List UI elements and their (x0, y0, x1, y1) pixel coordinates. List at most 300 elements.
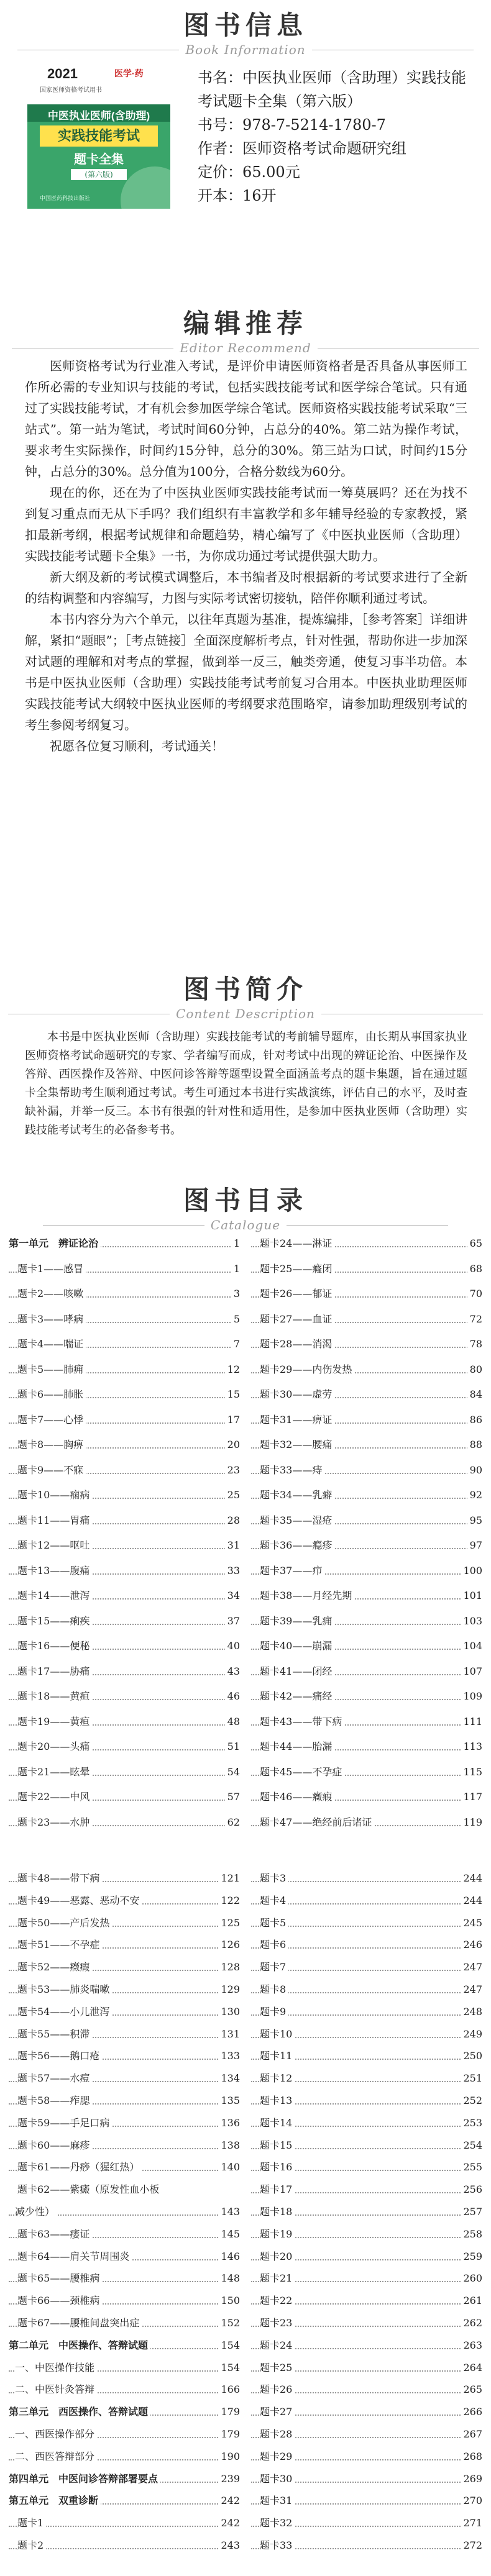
toc-entry (251, 2359, 482, 2376)
toc-entry (9, 2026, 240, 2042)
toc-page-number: 145 (218, 2226, 240, 2242)
toc-entry-label: 题卡13——腹痛 (17, 1562, 92, 1579)
toc-entry-label: 题卡32 (260, 2515, 295, 2531)
toc-page-number: 242 (218, 2515, 240, 2531)
toc-entry (251, 1981, 482, 1998)
toc-page-number: 117 (461, 1788, 482, 1805)
toc-page-number: 90 (467, 1462, 482, 1478)
toc-page-number: 268 (461, 2448, 482, 2465)
toc-page-number: 95 (467, 1512, 482, 1529)
toc-entry-label: 题卡51——不孕症 (17, 1936, 102, 1953)
toc-entry-label: 二、西医答辩部分 (15, 2448, 97, 2465)
toc-entry-label: 题卡48——带下病 (17, 1870, 102, 1886)
toc-page-number: 261 (461, 2292, 482, 2309)
intro-section-header (0, 969, 491, 1021)
toc-page-number: 70 (467, 1285, 482, 1302)
toc-entry (251, 1587, 482, 1604)
toc-page-number: 255 (461, 2159, 482, 2175)
toc-entry-label: 题卡6——肺胀 (17, 1386, 86, 1403)
intro-title: 图书简介 (183, 974, 308, 1004)
info-section-header (0, 5, 491, 57)
toc-entry-label: 题卡10——痫病 (17, 1486, 92, 1503)
toc-entry (9, 1462, 240, 1478)
toc-entry-label: 题卡33——痔 (260, 1462, 324, 1478)
toc-page-number: 143 (218, 2203, 240, 2220)
toc-page-number: 31 (225, 1537, 240, 1554)
toc-page-number: 126 (218, 1936, 240, 1953)
toc-entry-label: 题卡23 (260, 2314, 295, 2331)
toc-page-number: 20 (225, 1436, 240, 1453)
toc-entry (9, 1587, 240, 1604)
toc-page-number: 258 (461, 2226, 482, 2242)
toc-page-number: 260 (461, 2270, 482, 2287)
toc-entry (9, 2403, 240, 2420)
toc-page-number: 122 (218, 1892, 240, 1909)
toc-entry-label: 第二单元 中医操作、答辩试题 (9, 2337, 150, 2354)
toc-entry (251, 2137, 482, 2154)
toc-entry (9, 1386, 240, 1403)
toc-entry-label: 题卡15——痢疾 (17, 1613, 92, 1629)
toc-page-number: 103 (461, 1613, 482, 1629)
toc-entry-label: 题卡19 (260, 2226, 295, 2242)
toc-entry-label: 题卡38——月经先期 (260, 1587, 354, 1604)
toc-page-number: 101 (461, 1587, 482, 1604)
toc-page-number: 262 (461, 2314, 482, 2331)
toc-entry (9, 2292, 240, 2309)
toc-page-number: 92 (467, 1486, 482, 1503)
toc-entry (9, 1285, 240, 1302)
toc-entry (251, 2337, 482, 2354)
toc-page-number: 134 (218, 2070, 240, 2087)
toc-entry-label: 题卡42——痛经 (260, 1688, 334, 1704)
toc-entry-label: 第一单元 辨证论治 (9, 1235, 101, 1252)
toc-entry (9, 2470, 240, 2487)
toc-entry (251, 2226, 482, 2242)
toc-entry-label: 题卡45——不孕症 (260, 1764, 344, 1780)
toc-page-number: 48 (225, 1713, 240, 1730)
toc-page-number: 78 (467, 1336, 482, 1352)
toc-entry (9, 1486, 240, 1503)
toc-page-number: 62 (225, 1814, 240, 1831)
toc-page-number: 109 (461, 1688, 482, 1704)
toc-entry (251, 2314, 482, 2331)
toc-page-number: 249 (461, 2026, 482, 2042)
toc-entry (9, 2181, 240, 2198)
toc-page-number: 264 (461, 2359, 482, 2376)
toc-entry (251, 1814, 482, 1831)
toc-entry-label: 题卡21 (260, 2270, 295, 2287)
toc-entry-label: 题卡8 (260, 1981, 288, 1998)
toc-entry-label: 题卡2 (17, 2537, 46, 2554)
toc-page-number: 247 (461, 1981, 482, 1998)
toc-page-number: 259 (461, 2248, 482, 2265)
toc-page-number: 272 (461, 2537, 482, 2554)
toc-page-number: 140 (218, 2159, 240, 2175)
toc-entry-label: 题卡64——肩关节周围炎 (17, 2248, 132, 2265)
toc-entry-label: 题卡22——中风 (17, 1788, 92, 1805)
catalog-section-header (0, 1180, 491, 1232)
toc-entry-label: 题卡44——胎漏 (260, 1738, 334, 1755)
toc-page-number: 1 (231, 1260, 240, 1277)
toc-entry (251, 2448, 482, 2465)
book-title: 书名：中医执业医师（含助理）实践技能考试题卡全集（第六版） (198, 69, 466, 110)
toc-entry (9, 1936, 240, 1953)
toc-entry-label: 题卡39——乳痈 (260, 1613, 334, 1629)
toc-entry-label: 题卡13 (260, 2092, 295, 2109)
toc-entry-label: 题卡37——疖 (260, 1562, 324, 1579)
recommend-subtitle: Editor Recommend (173, 340, 317, 355)
toc-entry-label: 题卡50——产后发热 (17, 1914, 112, 1931)
toc-entry-label: 题卡5 (260, 1914, 288, 1931)
toc-entry-label: 题卡14 (260, 2114, 295, 2131)
toc-entry (251, 1486, 482, 1503)
toc-page-number: 239 (218, 2470, 240, 2487)
toc-page-number: 244 (461, 1870, 482, 1886)
toc-page-number: 256 (461, 2181, 482, 2198)
toc-entry (9, 2448, 240, 2465)
toc-entry (251, 2092, 482, 2109)
toc-entry (9, 1870, 240, 1886)
toc-entry-label: 题卡15 (260, 2137, 295, 2154)
toc-entry-label: 题卡57——水痘 (17, 2070, 92, 2087)
toc-entry (251, 2492, 482, 2509)
cover-title-line1: 中医执业医师(含助理) (47, 110, 150, 122)
toc-entry (251, 2047, 482, 2064)
toc-entry (251, 1386, 482, 1403)
toc-entry (251, 1788, 482, 1805)
toc-entry (9, 2248, 240, 2265)
toc-entry (9, 2226, 240, 2242)
toc-page-number: 148 (218, 2270, 240, 2287)
toc-entry-label: 题卡2——咳嗽 (17, 1285, 86, 1302)
toc-entry-label: 题卡1 (17, 2515, 46, 2531)
toc-page-number: 135 (218, 2092, 240, 2109)
toc-page-number: 1 (231, 1235, 240, 1252)
toc-entry (9, 2270, 240, 2287)
book-cover-image (27, 61, 170, 209)
toc-entry (251, 1688, 482, 1704)
toc-page-number: 244 (461, 1892, 482, 1909)
toc-page-number: 257 (461, 2203, 482, 2220)
toc-entry (9, 2047, 240, 2064)
toc-page-number: 243 (218, 2537, 240, 2554)
toc-entry (251, 2470, 482, 2487)
toc-entry-label: 题卡28——消渴 (260, 1336, 334, 1352)
toc-entry (9, 2314, 240, 2331)
toc-page-number: 5 (231, 1311, 240, 1327)
toc-page-number: 17 (225, 1411, 240, 1428)
toc-entry-label: 题卡52——癥瘕 (17, 1959, 92, 1975)
toc-page-number: 253 (461, 2114, 482, 2131)
toc-entry-label: 题卡19——黄疸 (17, 1713, 92, 1730)
cover-decoration (121, 166, 170, 209)
toc-entry-label: 一、中医操作技能 (15, 2359, 97, 2376)
toc-entry-label: 题卡55——积滞 (17, 2026, 92, 2042)
toc-entry (9, 1663, 240, 1680)
toc-page-number: 133 (218, 2047, 240, 2064)
toc-entry-label: 题卡46——癥瘕 (260, 1788, 334, 1805)
toc-page-number: 267 (461, 2426, 482, 2442)
toc-entry-label: 题卡9 (260, 2003, 288, 2020)
toc-page-number: 251 (461, 2070, 482, 2087)
recommend-section-header (0, 303, 491, 355)
toc-page-number: 138 (218, 2137, 240, 2154)
toc-entry-label: 减少性） (15, 2203, 57, 2220)
toc-entry (251, 2070, 482, 2087)
toc-page-number: 12 (225, 1361, 240, 1378)
toc-entry-label: 题卡3——哮病 (17, 1311, 86, 1327)
toc-entry (251, 2181, 482, 2198)
toc-page-number: 130 (218, 2003, 240, 2020)
book-author: 作者：医师资格考试命题研究组 (198, 140, 406, 157)
toc-page-number: 154 (218, 2359, 240, 2376)
toc-entry-label: 题卡28 (260, 2426, 295, 2442)
toc-entry-label: 题卡31 (260, 2492, 295, 2509)
toc-entry-label: 题卡40——崩漏 (260, 1637, 334, 1654)
toc-entry (9, 2337, 240, 2354)
toc-entry-label: 题卡16 (260, 2159, 295, 2175)
toc-entry (251, 2026, 482, 2042)
toc-entry (9, 1713, 240, 1730)
toc-entry (251, 2426, 482, 2442)
toc-entry (9, 2492, 240, 2509)
toc-entry (251, 1260, 482, 1277)
toc-entry-label: 题卡27——血证 (260, 1311, 334, 1327)
toc-page-number: 72 (467, 1311, 482, 1327)
toc-entry (9, 2114, 240, 2131)
toc-entry-label: 题卡12——呕吐 (17, 1537, 92, 1554)
toc-entry-label: 题卡29——内伤发热 (260, 1361, 354, 1378)
toc-page-number: 84 (467, 1386, 482, 1403)
toc-page-number: 37 (225, 1613, 240, 1629)
toc-page-number: 125 (218, 1914, 240, 1931)
toc-entry-label: 第三单元 西医操作、答辩试题 (9, 2403, 150, 2420)
toc-entry-label: 题卡25——癃闭 (260, 1260, 334, 1277)
toc-entry (251, 2159, 482, 2175)
toc-entry (251, 1411, 482, 1428)
toc-page-number: 179 (218, 2403, 240, 2420)
recommend-paragraph: 本书内容分为六个单元，以往年真题为基准，提炼编排，［参考答案］详细讲解，紧扣“题眼”；［考点链接］全面深度解析考点，针对性强，帮助你进一步加深对试题的理解和对考点的掌握，做到举一反三，触类旁通，使复习事半功倍。本书是中医执业医师（含助理）实践技能考试考前复习合用本。中医执业助理医师实践技能考试大纲较中医执业医师的考纲要求范围略窄，请参加助理级别考试的考生参阅考纲复习。 (25, 612, 467, 732)
toc-entry-label: 题卡23——水肿 (17, 1814, 92, 1831)
recommend-title: 编辑推荐 (183, 308, 308, 339)
toc-entry (251, 1713, 482, 1730)
toc-entry (9, 2137, 240, 2154)
toc-entry-label: 题卡6 (260, 1936, 288, 1953)
toc-page-number: 128 (218, 1959, 240, 1975)
toc-page-number: 250 (461, 2047, 482, 2064)
toc-entry (251, 1959, 482, 1975)
toc-page-number: 246 (461, 1936, 482, 1953)
toc-entry-label: 题卡5——肺痈 (17, 1361, 86, 1378)
recommend-paragraph: 现在的你，还在为了中医执业医师实践技能考试而一筹莫展吗？还在为找不到复习重点而无从下手吗？我们组织有丰富教学和多年辅导经验的专家教授，紧扣最新考纲，根据考试规律和命题趋势，精心编写了《中医执业医师（含助理）实践技能考试题卡全集》一书，为你成功通过考试提供强大助力。 (25, 485, 467, 563)
toc-page-number: 248 (461, 2003, 482, 2020)
toc-entry-label: 第四单元 中医问诊答辩部署要点 (9, 2470, 160, 2487)
toc-entry-label: 题卡30——虚劳 (260, 1386, 334, 1403)
toc-page-number: 33 (225, 1562, 240, 1579)
toc-entry (9, 1436, 240, 1453)
toc-entry (9, 1914, 240, 1931)
toc-entry-label: 题卡21——眩晕 (17, 1764, 92, 1780)
toc-page-number: 271 (461, 2515, 482, 2531)
toc-entry-label: 题卡67——腰椎间盘突出症 (17, 2314, 142, 2331)
toc-page-number: 269 (461, 2470, 482, 2487)
toc-entry (251, 2203, 482, 2220)
catalog-title: 图书目录 (183, 1185, 308, 1216)
toc-page-number: 131 (218, 2026, 240, 2042)
toc-entry-label: 题卡17 (260, 2181, 295, 2198)
toc-page-number: 247 (461, 1959, 482, 1975)
toc-entry (251, 1613, 482, 1629)
recommend-text (25, 355, 467, 757)
toc-entry-label: 题卡61——丹痧（猩红热） (17, 2159, 142, 2175)
info-title: 图书信息 (183, 10, 308, 40)
toc-entry (251, 2248, 482, 2265)
toc-page-number: 54 (225, 1764, 240, 1780)
toc-page-number: 51 (225, 1738, 240, 1755)
toc-page-number: 23 (225, 1462, 240, 1478)
toc-entry (251, 1512, 482, 1529)
toc-entry (251, 2381, 482, 2398)
toc-page-number: 15 (225, 1386, 240, 1403)
toc-entry (9, 2359, 240, 2376)
toc-entry (9, 1892, 240, 1909)
toc-entry (251, 1914, 482, 1931)
toc-entry (9, 2003, 240, 2020)
toc-entry-label: 题卡58——痄腮 (17, 2092, 92, 2109)
toc-entry-label: 题卡26 (260, 2381, 295, 2398)
toc-entry (251, 2403, 482, 2420)
toc-entry-label: 题卡33 (260, 2537, 295, 2554)
toc-entry-label: 题卡49——恶露、恶动不安 (17, 1892, 142, 1909)
toc-entry-label: 一、西医操作部分 (15, 2426, 97, 2442)
toc-page-number: 263 (461, 2337, 482, 2354)
toc-entry (9, 2537, 240, 2554)
toc-entry-label: 二、中医针灸答辩 (15, 2381, 97, 2398)
book-info (198, 66, 471, 207)
toc-page-number: 179 (218, 2426, 240, 2442)
toc-page-number: 46 (225, 1688, 240, 1704)
toc-entry-label: 题卡10 (260, 2026, 295, 2042)
recommend-paragraph: 新大纲及新的考试模式调整后，本书编者及时根据新的考试要求进行了全新的结构调整和内容编写，力图与实际考试密切接轨，陪伴你顺利通过考试。 (25, 570, 467, 606)
toc-entry-label: 题卡41——闭经 (260, 1663, 334, 1680)
toc-entry-label: 题卡26——郁证 (260, 1285, 334, 1302)
toc-entry-label: 题卡9——不寐 (17, 1462, 86, 1478)
cover-series: 国家医师资格考试用书 (40, 87, 102, 94)
toc-entry (251, 1637, 482, 1654)
toc-entry (9, 1361, 240, 1378)
toc-page-number: 245 (461, 1914, 482, 1931)
toc-page-number: 166 (218, 2381, 240, 2398)
toc-page-number: 121 (218, 1870, 240, 1886)
toc-entry-label: 题卡17——胁痛 (17, 1663, 92, 1680)
toc-page-number: 80 (467, 1361, 482, 1378)
toc-page-number: 34 (225, 1587, 240, 1604)
toc-entry (9, 1311, 240, 1327)
toc-page-number: 266 (461, 2403, 482, 2420)
toc-entry (9, 2203, 240, 2220)
toc-entry-label: 题卡63——痿证 (17, 2226, 92, 2242)
toc-entry (251, 1562, 482, 1579)
toc-entry-label: 题卡12 (260, 2070, 295, 2087)
toc-page-number: 97 (467, 1537, 482, 1554)
toc-entry-label: 题卡16——便秘 (17, 1637, 92, 1654)
toc-page-number: 43 (225, 1663, 240, 1680)
toc-page-number: 40 (225, 1637, 240, 1654)
toc-entry-label: 题卡25 (260, 2359, 295, 2376)
toc-entry (9, 1562, 240, 1579)
toc-entry (9, 1764, 240, 1780)
toc-entry-label: 题卡11——胃痛 (17, 1512, 92, 1529)
toc-entry-label: 题卡20——头痛 (17, 1738, 92, 1755)
toc-page-number: 107 (461, 1663, 482, 1680)
toc-entry (251, 1361, 482, 1378)
toc-entry (251, 1436, 482, 1453)
toc-page-number: 68 (467, 1260, 482, 1277)
toc-entry (9, 2426, 240, 2442)
toc-entry-label: 题卡3 (260, 1870, 288, 1886)
toc-page-number: 28 (225, 1512, 240, 1529)
recommend-paragraph: 祝愿各位复习顺利，考试通关！ (50, 739, 224, 753)
intro-text: 本书是中医执业医师（含助理）实践技能考试的考前辅导题库，由长期从事国家执业医师资格考试命题研究的专家、学者编写而成，针对考试中出现的辨证论治、中医操作及答辩、西医操作及答辩、中医问诊答辩等题型设置全面涵盖考点的题卡集题，旨在通过题卡全集帮助考生顺利通过考试。考生可通过本书进行实战演练，评估自己的水平，及时查缺补漏，并举一反三。本书有很强的针对性和适用性，是参加中医执业医师（含助理）实践技能考试考生的必备参考书。 (25, 1031, 467, 1137)
toc-page-number: 252 (461, 2092, 482, 2109)
toc-entry-label: 题卡1——感冒 (17, 1260, 86, 1277)
toc-page-number: 119 (461, 1814, 482, 1831)
toc-entry-label: 题卡56——鹅口疮 (17, 2047, 102, 2064)
toc-entry (251, 1870, 482, 1886)
toc-page-number: 86 (467, 1411, 482, 1428)
recommend-paragraph: 医师资格考试为行业准入考试，是评价申请医师资格者是否具备从事医师工作所必需的专业知识与技能的考试，包括实践技能考试和医学综合笔试。只有通过了实践技能考试，才有机会参加医学综合笔试。医师资格实践技能考试采取“三站式”。第一站为笔试，考试时间60分钟，占总分的40%。第二站为操作考试，要求考生实际操作，时间约15分钟，总分的30%。第三站为口试，时间约15分钟，占总分的30%。总分值为100分，合格分数线为60分。 (25, 358, 467, 479)
toc-entry-label: 题卡32——腰痛 (260, 1436, 334, 1453)
toc-entry (251, 1892, 482, 1909)
toc-entry-label: 题卡4——喘证 (17, 1336, 86, 1352)
info-subtitle: Book Information (179, 42, 311, 57)
toc-entry (9, 2070, 240, 2087)
toc-entry (9, 2092, 240, 2109)
toc-page-number: 154 (218, 2337, 240, 2354)
toc-entry (9, 1788, 240, 1805)
toc-page-number: 65 (467, 1235, 482, 1252)
toc-entry (9, 2515, 240, 2531)
toc-page-number: 129 (218, 1981, 240, 1998)
toc-entry-label: 题卡36——瘾疹 (260, 1537, 334, 1554)
intro-subtitle: Content Description (170, 1006, 321, 1021)
toc-entry-label: 题卡24——淋证 (260, 1235, 334, 1252)
toc-page-number: 115 (461, 1764, 482, 1780)
toc-entry (251, 2515, 482, 2531)
toc-entry (9, 1336, 240, 1352)
toc-entry-label: 题卡4 (260, 1892, 288, 1909)
toc-entry-label: 题卡30 (260, 2470, 295, 2487)
cover-publisher: 中国医药科技出版社 (40, 195, 91, 201)
cover-edition: (第六版) (71, 169, 127, 180)
toc-page-number: 254 (461, 2137, 482, 2154)
toc-page-number: 150 (218, 2292, 240, 2309)
toc-entry (9, 1738, 240, 1755)
toc-entry (9, 1411, 240, 1428)
toc-entry-label: 题卡53——肺炎喘嗽 (17, 1981, 112, 1998)
book-price: 定价：65.00元 (198, 163, 300, 181)
toc-page-number: 25 (225, 1486, 240, 1503)
toc-entry (251, 2537, 482, 2554)
toc-page-number: 111 (461, 1713, 482, 1730)
toc-entry (9, 1512, 240, 1529)
toc-entry-label: 题卡47——绝经前后诸证 (260, 1814, 374, 1831)
toc-entry (251, 1738, 482, 1755)
toc-page-number: 242 (218, 2492, 240, 2509)
toc-entry-label: 题卡8——胸痹 (17, 1436, 86, 1453)
toc-entry (9, 1260, 240, 1277)
cover-title-line3: 题卡全集 (74, 153, 124, 166)
